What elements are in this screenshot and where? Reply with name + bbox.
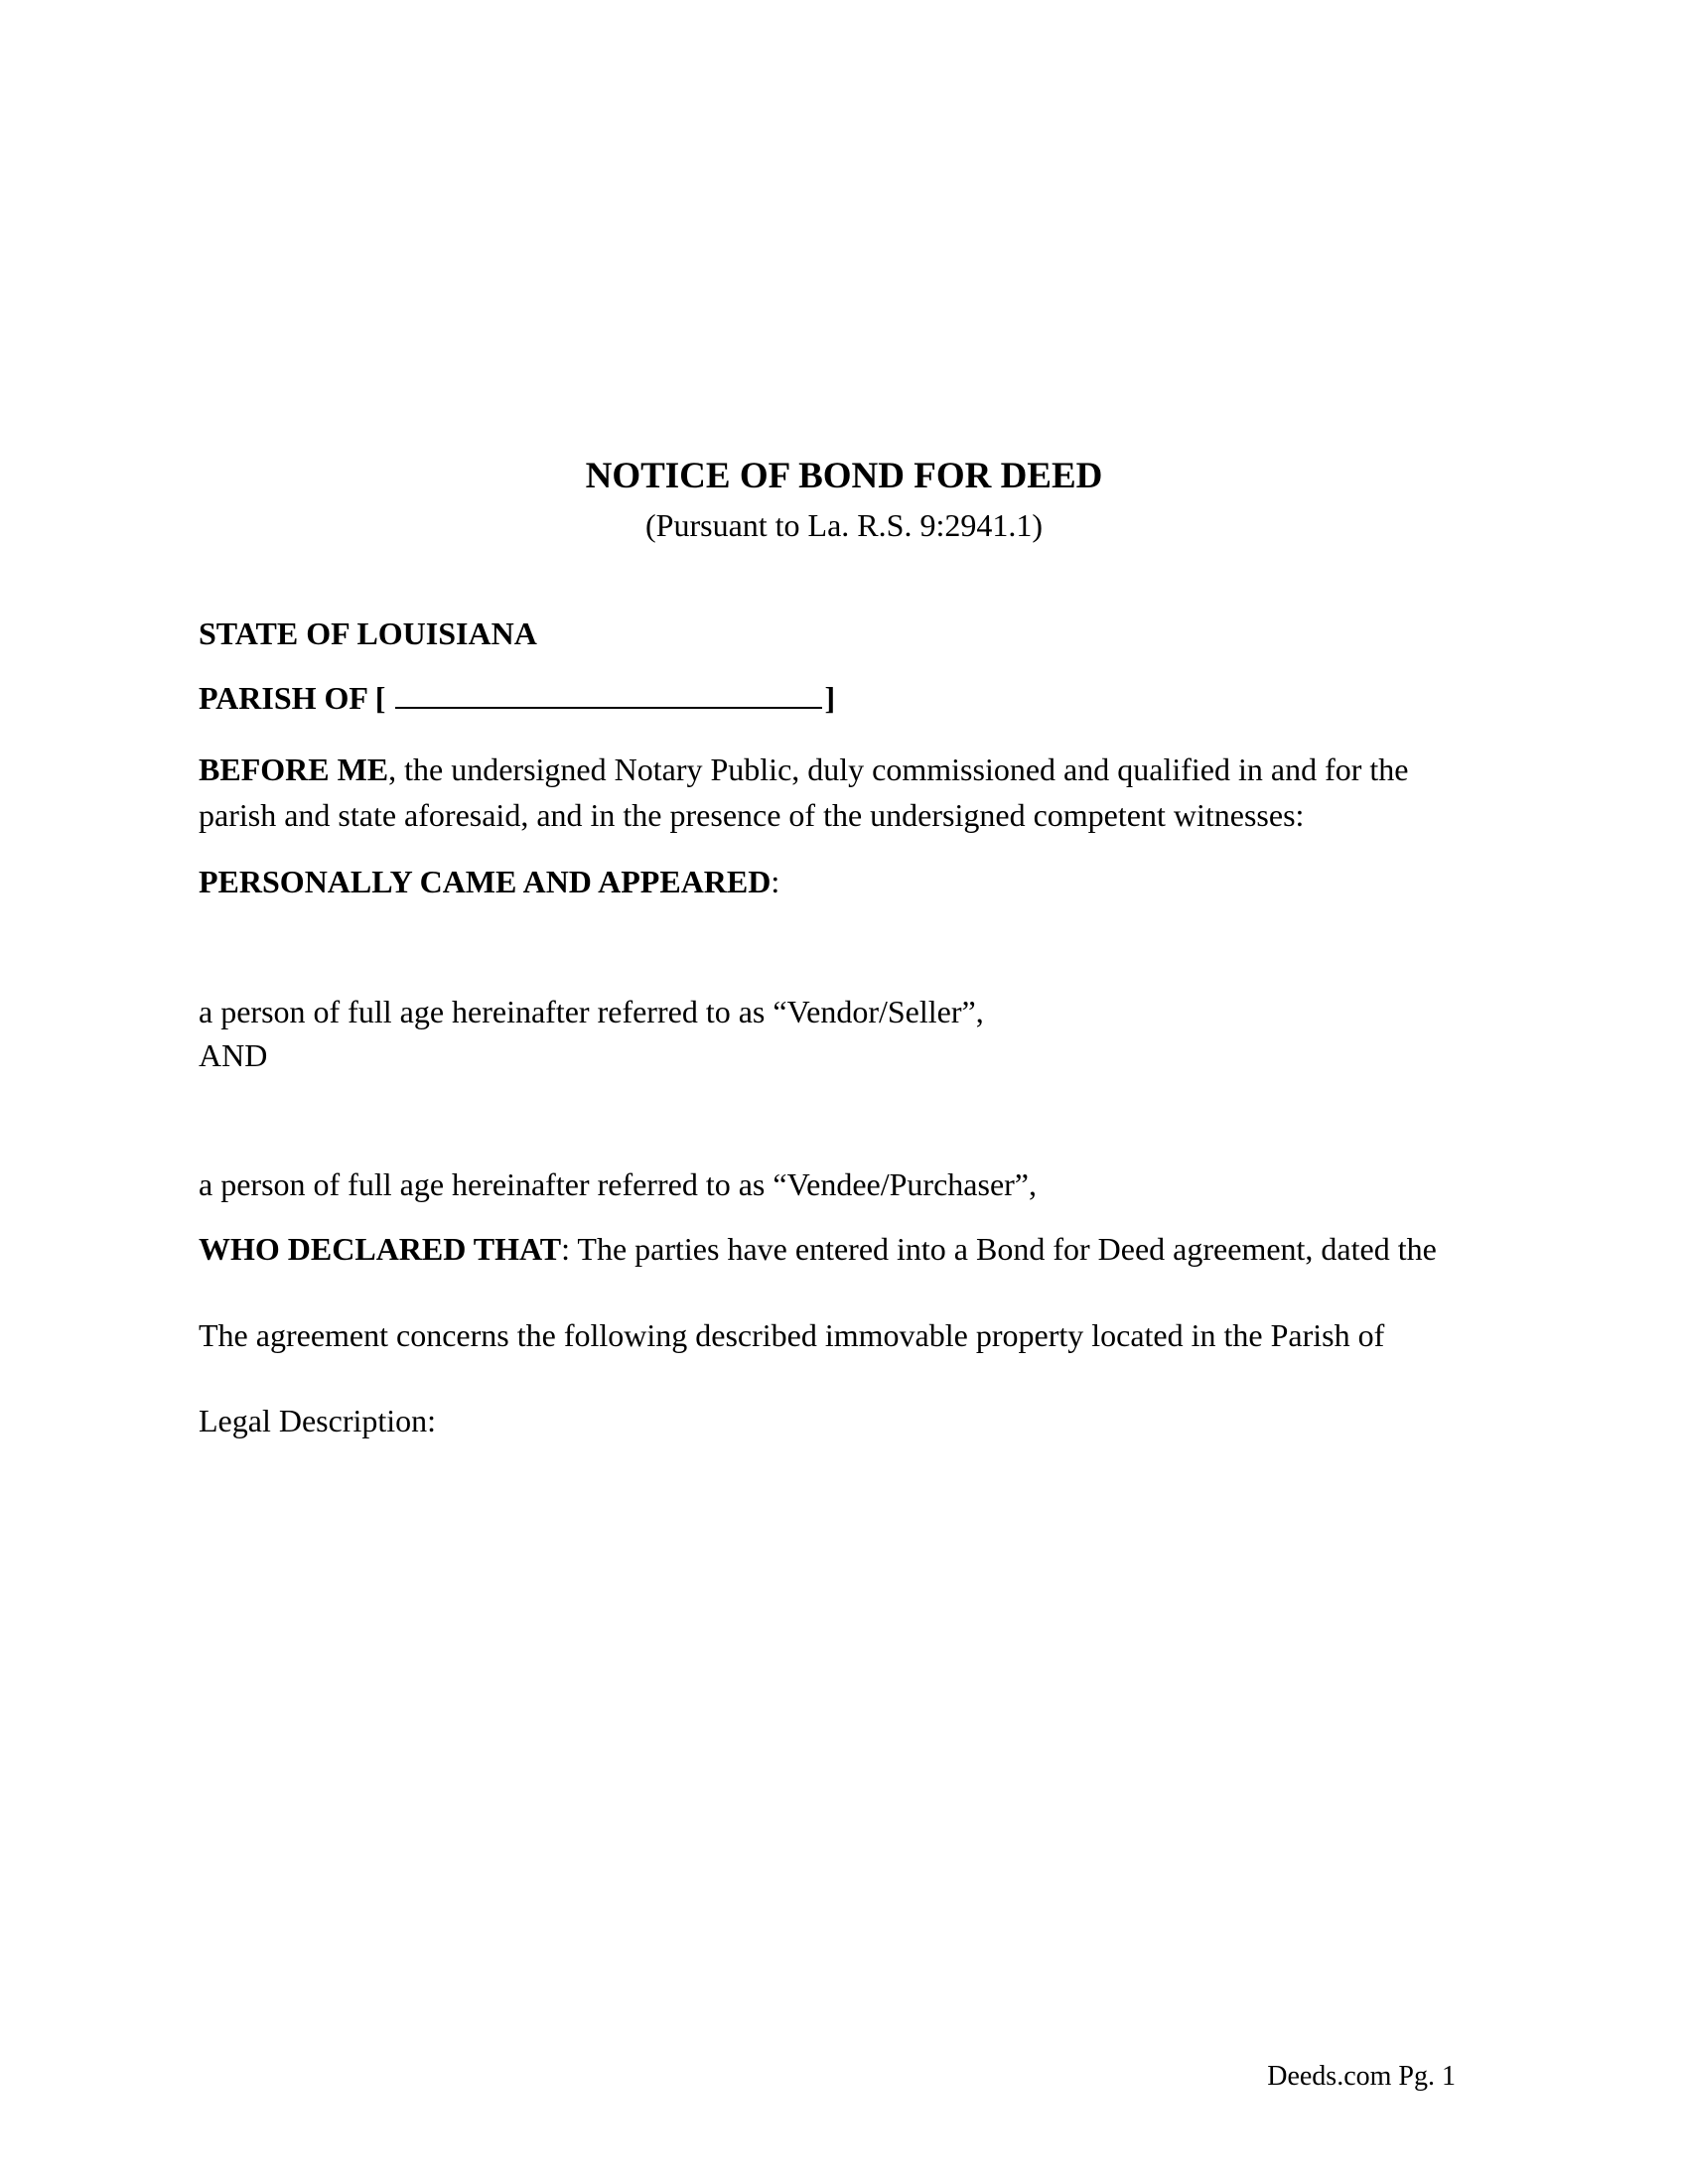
personally-came-text: : — [771, 864, 780, 899]
vendee-line: a person of full age hereinafter referred to as “Vendee/Purchaser”, — [199, 1166, 1037, 1202]
before-me-text: , the undersigned Notary Public, duly commissioned and qualified in and for the parish and state aforesaid, and in the presence of the undersigned competent witnesses: — [199, 751, 1409, 833]
document-title: NOTICE OF BOND FOR DEED — [585, 456, 1103, 496]
who-declared-text: : The parties have entered into a Bond for Deed agreement, dated the — [561, 1231, 1437, 1267]
who-declared-line — [199, 1229, 1437, 1269]
before-me-paragraph — [199, 747, 1489, 838]
page-footer: Deeds.com Pg. 1 — [1267, 2061, 1456, 2092]
state-line: STATE OF LOUISIANA — [199, 615, 537, 651]
parish-blank-field[interactable] — [395, 677, 822, 709]
document-subtitle: (Pursuant to La. R.S. 9:2941.1) — [645, 507, 1043, 543]
legal-description-label: Legal Description: — [199, 1403, 437, 1438]
and-line: AND — [199, 1037, 268, 1073]
agreement-line: The agreement concerns the following described immovable property located in the Parish of — [199, 1317, 1385, 1353]
personally-came-line — [199, 862, 779, 901]
before-me-lead: BEFORE ME — [199, 751, 389, 787]
who-declared-lead: WHO DECLARED THAT — [199, 1231, 562, 1267]
parish-close-bracket: ] — [824, 680, 836, 716]
parish-line — [199, 677, 835, 718]
vendor-line: a person of full age hereinafter referred to as “Vendor/Seller”, — [199, 994, 984, 1029]
parish-label: PARISH OF [ — [199, 680, 386, 716]
personally-came-lead: PERSONALLY CAME AND APPEARED — [199, 864, 772, 899]
